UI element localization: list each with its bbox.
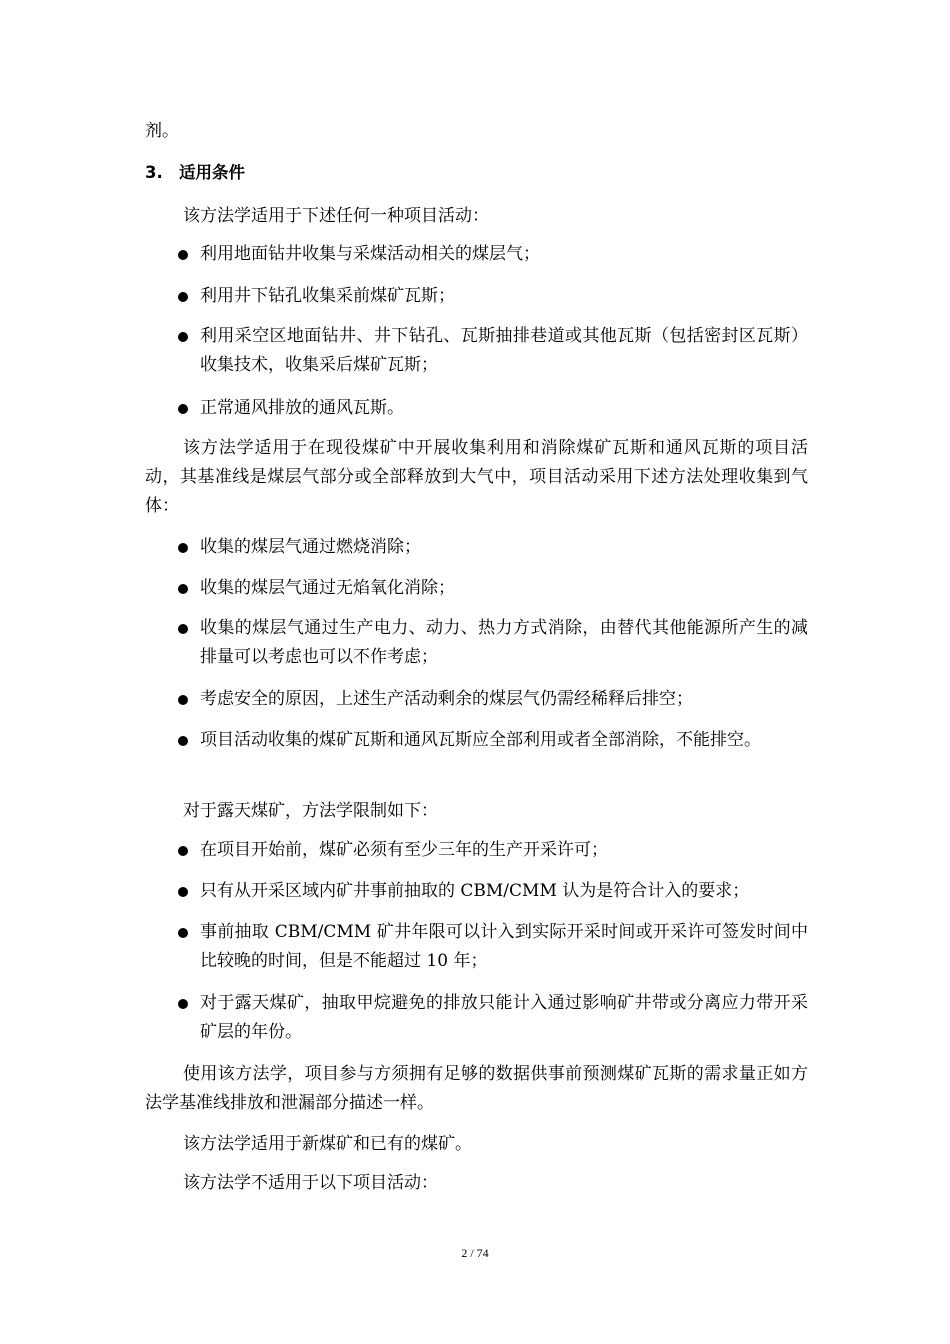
list-item-text: 只有从开采区域内矿井事前抽取的 CBM/CMM 认为是符合计入的要求； [200, 881, 750, 901]
section-heading [145, 162, 245, 184]
list-item-text: 考虑安全的原因，上述生产活动剩余的煤层气仍需经稀释后排空； [200, 689, 693, 709]
bullet-icon [178, 250, 188, 260]
list-item [178, 394, 808, 423]
list-item-text: 收集的煤层气通过生产电力、动力、热力方式消除，由替代其他能源所产生的减排量可以考虑也可以不作考虑； [200, 618, 808, 667]
list-item [178, 685, 808, 714]
bullet-icon [178, 999, 188, 1009]
section-title: 适用条件 [179, 163, 245, 182]
list-item-text: 利用井下钻孔收集采前煤矿瓦斯； [200, 286, 455, 306]
continued-text: 剂。 [145, 121, 179, 141]
bullet-icon [178, 846, 188, 856]
page-number: 2 / 74 [461, 1246, 489, 1260]
bullet-icon [178, 404, 188, 414]
list-item-text: 收集的煤层气通过燃烧消除； [200, 537, 421, 557]
bullet-icon [178, 928, 188, 938]
bullet-icon [178, 736, 188, 746]
paragraph-2: 该方法学适用于在现役煤矿中开展收集利用和消除煤矿瓦斯和通风瓦斯的项目活动，其基准线是煤层气部分或全部释放到大气中，项目活动采用下述方法处理收集到气体： [145, 438, 808, 516]
bullet-icon [178, 332, 188, 342]
paragraph-6: 该方法学不适用于以下项目活动： [183, 1173, 438, 1193]
list-item [178, 918, 808, 976]
list-item-text: 在项目开始前，煤矿必须有至少三年的生产开采许可； [200, 840, 608, 860]
intro-paragraph-3: 对于露天煤矿，方法学限制如下： [183, 801, 438, 821]
list-item-text: 利用采空区地面钻井、井下钻孔、瓦斯抽排巷道或其他瓦斯（包括密封区瓦斯）收集技术，收集采后煤矿瓦斯； [200, 326, 808, 375]
bullet-icon [178, 543, 188, 553]
list-item [178, 322, 808, 380]
section-number: 3. [145, 163, 163, 182]
bullet-icon [178, 584, 188, 594]
list-item [178, 240, 808, 269]
list-item [178, 282, 808, 311]
list-item [178, 614, 808, 672]
list-item [178, 836, 808, 865]
bullet-icon [178, 624, 188, 634]
list-item [178, 877, 808, 906]
list-item [178, 989, 808, 1047]
bullet-icon [178, 695, 188, 705]
list-item-text: 利用地面钻井收集与采煤活动相关的煤层气； [200, 244, 540, 264]
list-item-text: 对于露天煤矿，抽取甲烷避免的排放只能计入通过影响矿井带或分离应力带开采矿层的年份。 [200, 993, 808, 1042]
list-item-text: 项目活动收集的煤矿瓦斯和通风瓦斯应全部利用或者全部消除，不能排空。 [200, 730, 761, 750]
list-item [178, 574, 808, 603]
paragraph-4: 使用该方法学，项目参与方须拥有足够的数据供事前预测煤矿瓦斯的需求量正如方法学基准线排放和泄漏部分描述一样。 [145, 1064, 808, 1113]
list-item [178, 726, 808, 755]
paragraph-5: 该方法学适用于新煤矿和已有的煤矿。 [183, 1134, 472, 1154]
intro-paragraph-1: 该方法学适用于下述任何一种项目活动： [183, 206, 489, 226]
list-item-text: 事前抽取 CBM/CMM 矿井年限可以计入到实际开采时间或开采许可签发时间中比较晚的时间，但是不能超过 10 年； [200, 922, 808, 971]
list-item-text: 正常通风排放的通风瓦斯。 [200, 398, 404, 418]
list-item [178, 533, 808, 562]
bullet-icon [178, 292, 188, 302]
bullet-icon [178, 887, 188, 897]
list-item-text: 收集的煤层气通过无焰氧化消除； [200, 578, 455, 598]
